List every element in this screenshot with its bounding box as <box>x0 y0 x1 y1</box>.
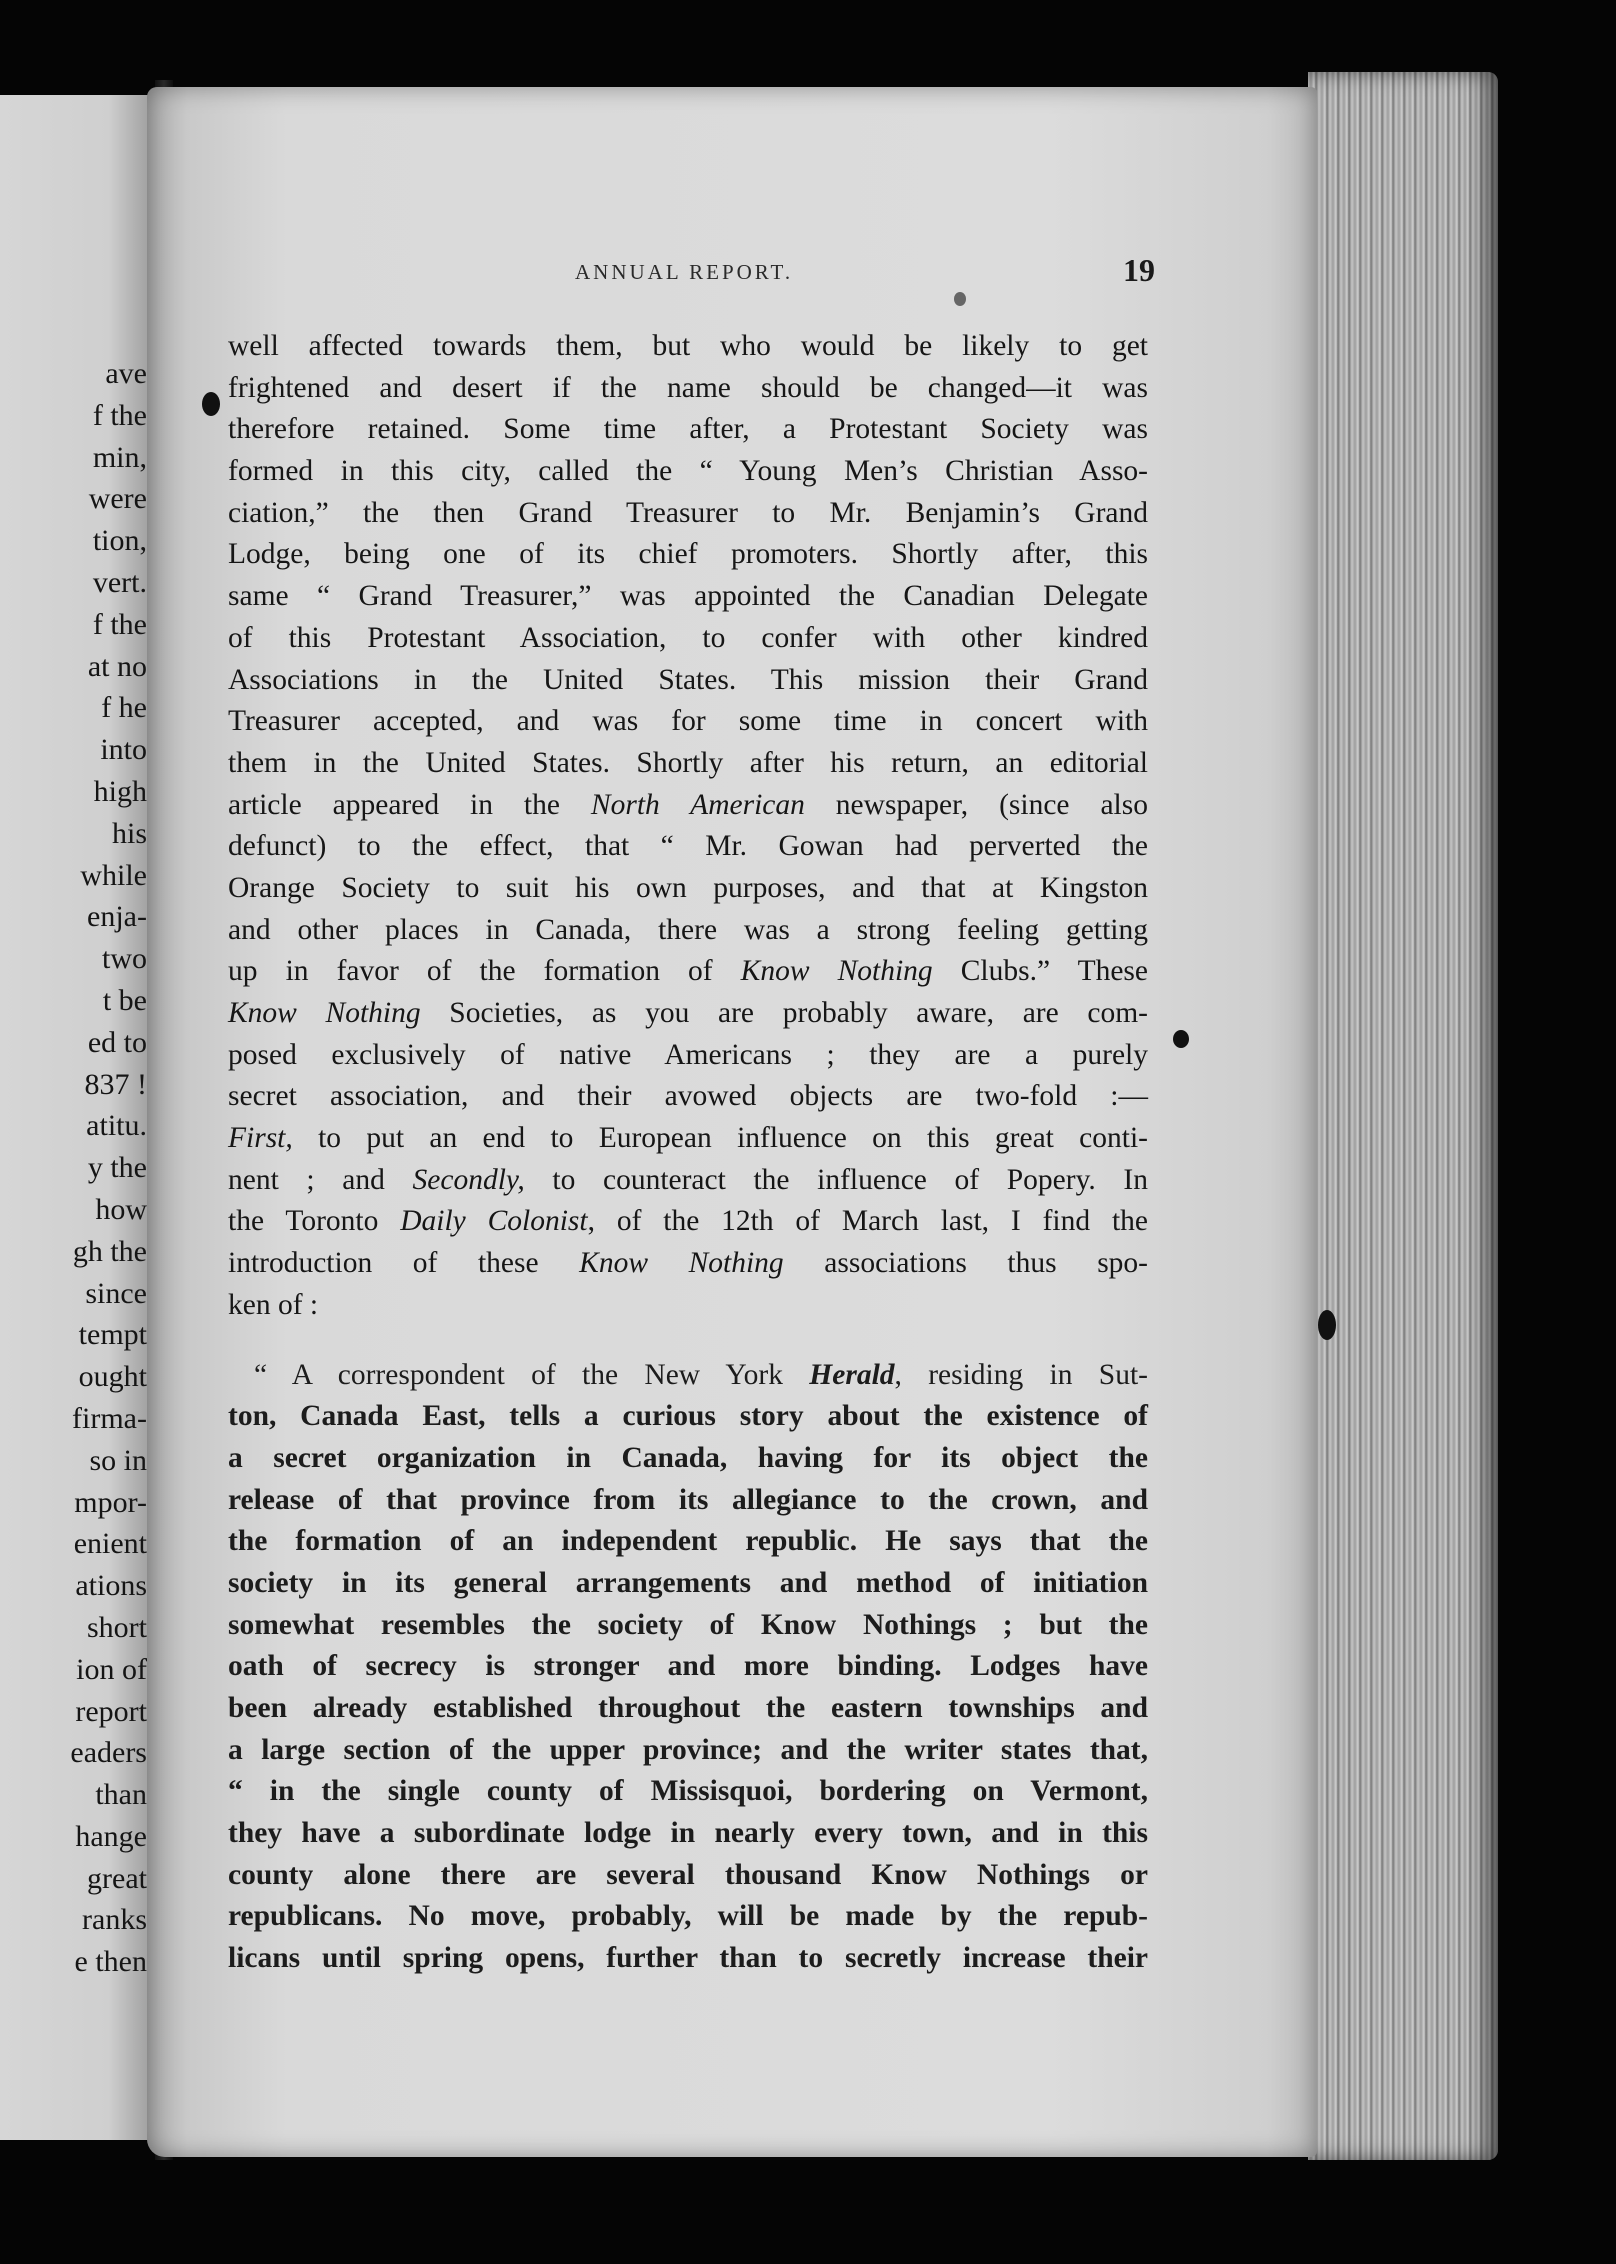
paragraph <box>228 326 1148 1327</box>
left-fragment: ed to <box>87 1025 147 1059</box>
left-fragment: short <box>87 1610 147 1644</box>
left-fragment: than <box>95 1778 147 1812</box>
text-run: associations thus spo- <box>783 1247 1149 1280</box>
italic-title: Daily Colonist <box>400 1205 588 1238</box>
left-fragment: gh the <box>72 1234 147 1268</box>
text-line: a large section of the upper province; and the writer states that, <box>228 1733 1148 1766</box>
left-fragment: great <box>87 1861 147 1895</box>
left-fragment: atitu. <box>86 1109 147 1143</box>
left-page-text-fragments <box>70 353 147 1983</box>
left-fragment: t be <box>102 983 147 1017</box>
text-line: and other places in Canada, there was a strong feeling getting <box>228 913 1148 946</box>
body-text <box>228 326 1148 1980</box>
running-head: ANNUAL REPORT. <box>575 260 794 284</box>
left-fragment: mpor- <box>74 1485 147 1519</box>
text-line: therefore retained. Some time after, a Protestant Society was <box>228 413 1148 446</box>
text-line: posed exclusively of native Americans ; they are a purely <box>228 1038 1148 1071</box>
text-line: release of that province from its allegiance to the crown, and <box>228 1483 1148 1516</box>
text-line <box>228 785 1148 827</box>
text-line: somewhat resembles the society of Know Nothings ; but the <box>228 1608 1148 1641</box>
left-fragment: two <box>102 942 147 976</box>
text-line: the formation of an independent republic. He says that the <box>228 1525 1148 1558</box>
left-fragment: his <box>111 816 147 850</box>
left-fragment: report <box>75 1694 147 1728</box>
page-header <box>575 252 1155 292</box>
text-line: ton, Canada East, tells a curious story about the existence of <box>228 1400 1148 1433</box>
text-line: Orange Society to suit his own purposes, and that at Kingston <box>228 871 1148 904</box>
left-fragment: tion, <box>92 524 147 558</box>
text-line: them in the United States. Shortly after his return, an editorial <box>228 746 1148 779</box>
text-line: secret association, and their avowed objects are two-fold :— <box>228 1080 1148 1113</box>
left-fragment: at no <box>87 649 147 683</box>
text-line: they have a subordinate lodge in nearly every town, and in this <box>228 1817 1148 1850</box>
text-line: formed in this city, called the “ Young Men’s Christian Asso- <box>228 455 1148 488</box>
text-run: introduction of these <box>228 1247 580 1280</box>
text-line <box>228 1201 1148 1243</box>
left-fragment: ion of <box>76 1652 147 1686</box>
text-run: Clubs.” These <box>932 955 1149 988</box>
text-run: newspaper, (since also <box>804 788 1148 821</box>
italic-term: Know Nothing <box>228 997 421 1029</box>
left-fragment: f the <box>92 398 147 432</box>
text-line <box>228 1355 1148 1397</box>
left-page <box>0 95 155 2140</box>
left-fragment: while <box>80 858 147 892</box>
left-fragment: enient <box>73 1527 147 1561</box>
left-fragment: ations <box>75 1569 147 1603</box>
left-fragment: were <box>88 482 147 516</box>
text-line: county alone there are several thousand Know Nothings or <box>228 1858 1148 1891</box>
text-line: been already established throughout the eastern townships and <box>228 1692 1148 1724</box>
ink-blot <box>1173 1030 1189 1048</box>
text-line: defunct) to the effect, that “ Mr. Gowan had perverted the <box>228 830 1148 863</box>
left-fragment: into <box>100 733 147 767</box>
text-line <box>228 1118 1148 1160</box>
text-run: to counteract the influence of Popery. In <box>524 1163 1148 1196</box>
italic-title: Herald <box>809 1358 895 1391</box>
text-run: , of the 12th of March last, I find the <box>587 1205 1148 1238</box>
left-fragment: tempt <box>78 1318 147 1352</box>
text-line: ciation,” the then Grand Treasurer to Mr. Benjamin’s Grand <box>228 496 1148 529</box>
left-fragment: ave <box>105 357 147 390</box>
paragraph-gap <box>228 1327 1148 1355</box>
text-run: to put an end to European influence on this great conti- <box>292 1122 1148 1155</box>
left-fragment: ought <box>78 1360 147 1394</box>
text-line: same “ Grand Treasurer,” was appointed the Canadian Delegate <box>228 580 1148 613</box>
text-line: frightened and desert if the name should be changed—it was <box>228 371 1148 404</box>
text-run: the Toronto <box>228 1205 401 1238</box>
text-run: Societies, as you are probably aware, are com- <box>420 997 1148 1029</box>
ink-blot <box>202 392 220 416</box>
left-fragment: eaders <box>70 1736 147 1770</box>
left-fragment: y the <box>87 1151 147 1185</box>
ink-blot <box>1318 1310 1336 1340</box>
left-fragment: f the <box>92 607 147 641</box>
left-fragment: firma- <box>72 1401 147 1435</box>
text-line <box>228 993 1148 1035</box>
text-line: Associations in the United States. This mission their Grand <box>228 663 1148 696</box>
text-line <box>228 1243 1148 1285</box>
text-line: oath of secrecy is stronger and more binding. Lodges have <box>228 1650 1148 1683</box>
text-line: Lodge, being one of its chief promoters. Shortly after, this <box>228 538 1148 571</box>
text-line <box>228 951 1148 993</box>
left-fragment: f he <box>101 691 147 725</box>
left-fragment: how <box>95 1192 147 1226</box>
text-line <box>228 1160 1148 1202</box>
left-fragment: vert. <box>92 565 147 599</box>
italic-term: Secondly, <box>412 1163 525 1196</box>
text-line: republicans. No move, probably, will be made by the repub- <box>228 1900 1148 1933</box>
italic-term: Know Nothing <box>740 955 933 988</box>
text-line: a secret organization in Canada, having for its object the <box>228 1441 1148 1474</box>
text-line: well affected towards them, but who would be likely to get <box>228 330 1148 362</box>
text-run: article appeared in the <box>228 788 591 821</box>
quoted-paragraph <box>228 1355 1148 1980</box>
text-run: up in favor of the formation of <box>228 955 741 988</box>
left-fragment: e then <box>74 1945 147 1979</box>
left-fragment: hange <box>75 1819 147 1853</box>
page-number: 19 <box>1123 252 1155 288</box>
page-edges <box>1308 72 1498 2160</box>
text-line: of this Protestant Association, to confer with other kindred <box>228 621 1148 654</box>
italic-term: Know Nothing <box>579 1247 784 1280</box>
text-line: Treasurer accepted, and was for some time in concert with <box>228 705 1148 738</box>
left-fragment: 837 ! <box>84 1067 147 1101</box>
text-run: nent ; and <box>228 1163 413 1196</box>
italic-title: North American <box>590 788 805 821</box>
text-line: licans until spring opens, further than to secretly increase their <box>228 1942 1148 1975</box>
left-fragment: min, <box>92 440 147 474</box>
left-fragment: so in <box>89 1443 147 1477</box>
left-fragment: ranks <box>82 1903 147 1937</box>
text-line: ken of : <box>228 1288 319 1321</box>
text-line: “ in the single county of Missisquoi, bordering on Vermont, <box>228 1775 1148 1808</box>
ink-blot <box>954 292 966 306</box>
text-run: , residing in Sut- <box>894 1358 1148 1391</box>
text-line: society in its general arrangements and method of initiation <box>228 1566 1148 1599</box>
left-fragment: enja- <box>87 900 147 934</box>
left-fragment: since <box>85 1276 147 1310</box>
left-fragment: high <box>93 774 147 808</box>
text-run: “ A correspondent of the New York <box>254 1358 810 1391</box>
italic-term: First, <box>228 1122 293 1155</box>
